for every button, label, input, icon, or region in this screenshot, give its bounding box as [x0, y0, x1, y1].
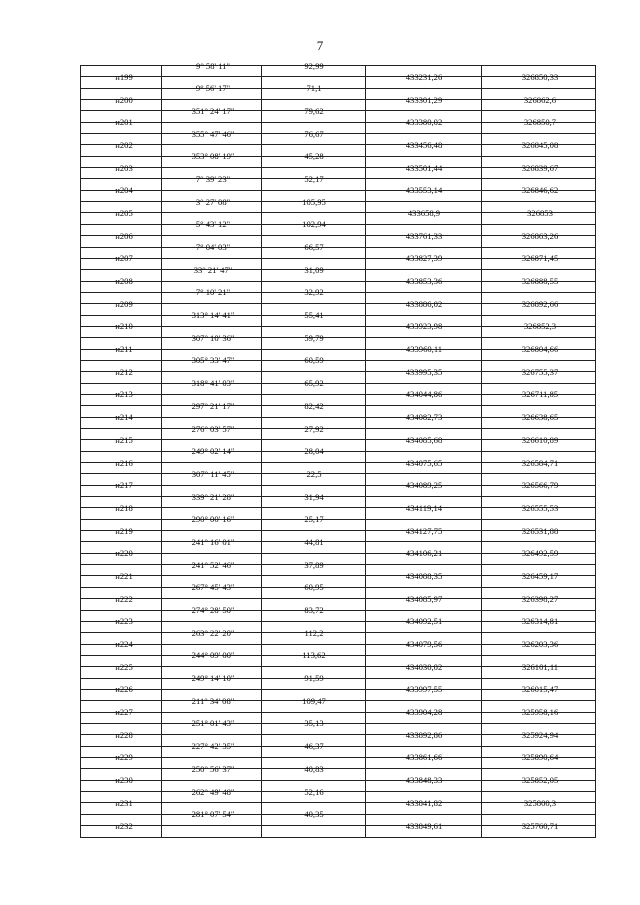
coordinate-x: 433827,39 — [405, 253, 443, 264]
direction-angle: 241° 16' 01" — [191, 536, 235, 547]
coordinate-y: 326492,59 — [521, 548, 559, 559]
direction-angle: 241° 52' 46" — [191, 559, 235, 570]
coordinate-y: 326610,89 — [521, 434, 559, 445]
coordinate-x: 433501,44 — [405, 162, 443, 173]
segment-length: 27,92 — [304, 423, 324, 434]
point-name: н220 — [115, 548, 133, 559]
coordinate-y: 326314,81 — [521, 616, 559, 627]
point-name: н225 — [115, 661, 133, 672]
point-name: н223 — [115, 616, 133, 627]
segment-length: 28,04 — [304, 446, 324, 457]
coordinate-y: 325924,94 — [521, 729, 559, 740]
direction-angle: 250° 56' 37" — [191, 763, 235, 774]
coordinate-x: 433995,35 — [405, 366, 443, 377]
point-name: н231 — [115, 797, 133, 808]
coordinate-y: 325958,16 — [521, 707, 559, 718]
coordinate-y: 326203,36 — [521, 639, 559, 650]
coordinate-y: 326566,79 — [521, 480, 559, 491]
point-name: н213 — [115, 389, 133, 400]
coordinate-x: 433231,26 — [405, 71, 443, 82]
coordinate-y: 326888,55 — [521, 276, 559, 287]
segment-length: 91,59 — [304, 673, 324, 684]
point-name: н217 — [115, 480, 133, 491]
coordinate-y: 326584,71 — [521, 457, 559, 468]
coordinate-x: 433904,28 — [405, 707, 443, 718]
coordinate-y: 326846,62 — [521, 185, 559, 196]
coordinate-x: 434085,97 — [405, 593, 443, 604]
page-number: 7 — [316, 38, 324, 53]
coordinate-x: 434119,14 — [405, 502, 443, 513]
segment-length: 102,94 — [302, 219, 326, 230]
segment-length: 60,95 — [304, 582, 324, 593]
segment-length: 52,16 — [304, 786, 324, 797]
coordinate-y: 325760,71 — [521, 820, 559, 831]
direction-angle: 244° 09' 00" — [191, 650, 235, 661]
point-name: н203 — [115, 162, 133, 173]
coordinate-x: 433923,98 — [405, 321, 443, 332]
segment-length: 22,5 — [306, 468, 322, 479]
coordinate-y: 326755,37 — [521, 366, 559, 377]
coordinate-y: 326804,66 — [521, 344, 559, 355]
direction-angle: 9° 58' 11" — [196, 60, 230, 71]
coordinate-x: 433853,36 — [405, 276, 443, 287]
point-name: н204 — [115, 185, 133, 196]
coordinate-x: 433849,61 — [405, 820, 443, 831]
coordinate-x: 434089,25 — [405, 480, 443, 491]
direction-angle: 262° 49' 48" — [191, 786, 235, 797]
direction-angle: 290° 00' 16" — [191, 514, 235, 525]
coordinate-x: 434085,68 — [405, 434, 443, 445]
direction-angle: 281° 07' 54" — [191, 809, 235, 820]
coordinate-y: 326398,27 — [521, 593, 559, 604]
coordinate-x: 434079,56 — [405, 639, 443, 650]
table-row — [81, 820, 595, 837]
point-name: н209 — [115, 298, 133, 309]
segment-length: 76,67 — [304, 128, 324, 139]
coordinates-table — [80, 60, 596, 838]
direction-angle: 355° 47' 46" — [191, 128, 235, 139]
point-name: н221 — [115, 570, 133, 581]
segment-length: 92,99 — [304, 60, 324, 71]
direction-angle: 339° 21' 28" — [191, 491, 235, 502]
coordinate-x: 434044,86 — [405, 389, 443, 400]
point-name: н210 — [115, 321, 133, 332]
coordinate-y: 326863,26 — [521, 230, 559, 241]
coordinate-x: 434030,02 — [405, 661, 443, 672]
coordinate-y: 326871,45 — [521, 253, 559, 264]
direction-angle: 318° 41' 03" — [191, 378, 235, 389]
point-name: н208 — [115, 276, 133, 287]
coordinate-x: 433380,02 — [405, 117, 443, 128]
direction-angle: 7° 10' 21" — [195, 287, 231, 298]
point-name: н200 — [115, 94, 133, 105]
direction-angle: 9° 56' 17" — [195, 83, 231, 94]
point-name: н215 — [115, 434, 133, 445]
segment-length: 83,72 — [304, 605, 324, 615]
point-name: н226 — [115, 684, 133, 695]
coordinate-y: 325800,3 — [523, 797, 557, 808]
point-name: н201 — [115, 117, 133, 128]
coordinate-y: 326531,88 — [521, 525, 559, 536]
coordinate-x: 433456,48 — [405, 139, 443, 150]
coordinate-y: 326852,3 — [523, 321, 557, 332]
segment-length: 31,94 — [304, 491, 324, 502]
direction-angle: 307° 11' 45" — [191, 468, 235, 479]
coordinate-x: 433886,02 — [405, 298, 443, 309]
segment-length: 25,17 — [304, 514, 324, 525]
direction-angle: 267° 45' 43" — [191, 582, 235, 593]
coordinate-y: 326892,66 — [521, 298, 559, 309]
point-name: н206 — [115, 230, 133, 241]
coordinate-x: 433301,29 — [405, 94, 443, 105]
segment-length: 113,62 — [302, 650, 326, 661]
direction-angle: 7° 39' 23" — [195, 173, 231, 184]
direction-angle: 307° 10' 36" — [191, 332, 235, 343]
point-name: н211 — [115, 344, 133, 355]
point-name: н218 — [115, 502, 133, 513]
direction-angle: 274° 28' 50" — [191, 605, 235, 615]
coordinate-x: 433997,55 — [405, 684, 443, 695]
segment-length: 52,17 — [304, 173, 324, 184]
coordinate-x: 433848,33 — [405, 775, 443, 786]
point-name: н228 — [115, 729, 133, 740]
direction-angle: 33° 21' 47" — [193, 264, 233, 275]
point-name: н214 — [115, 412, 133, 423]
point-name: н212 — [115, 366, 133, 377]
coordinate-y: 325890,64 — [521, 752, 559, 763]
coordinate-y: 326101,11 — [521, 661, 559, 672]
point-name: н222 — [115, 593, 133, 604]
direction-angle: 249° 02' 14" — [191, 446, 235, 457]
coordinate-y: 326638,65 — [521, 412, 559, 423]
point-name: н230 — [115, 775, 133, 786]
coordinate-x: 433761,33 — [405, 230, 443, 241]
point-name: н205 — [115, 207, 133, 218]
direction-angle: 7° 04' 03" — [195, 242, 231, 252]
coordinate-y: 326015,47 — [521, 684, 559, 695]
direction-angle: 5° 43' 12" — [195, 219, 231, 230]
segment-length: 112,2 — [304, 627, 324, 638]
direction-angle: 353° 08' 19" — [191, 151, 235, 162]
coordinate-x: 434075,65 — [405, 457, 443, 468]
segment-length: 82,42 — [304, 400, 324, 411]
point-name: н202 — [115, 139, 133, 150]
coordinate-x: 434082,73 — [405, 412, 443, 423]
segment-length: 44,81 — [304, 536, 324, 547]
point-name: н224 — [115, 639, 133, 650]
coordinate-x: 433892,86 — [405, 729, 443, 740]
segment-length: 109,47 — [302, 695, 326, 706]
point-name: н232 — [115, 820, 133, 831]
coordinate-y: 326850,33 — [521, 71, 559, 82]
direction-angle: 251° 01' 43" — [191, 718, 235, 729]
segment-length: 37,89 — [304, 559, 324, 570]
segment-length: 55,41 — [304, 310, 324, 321]
coordinate-y: 326845,08 — [521, 139, 559, 150]
coordinate-x: 434127,75 — [405, 525, 443, 536]
coordinate-x: 434092,51 — [405, 616, 443, 627]
direction-angle: 249° 14' 10" — [191, 673, 235, 684]
segment-length: 32,92 — [304, 287, 324, 298]
coordinate-x: 433861,66 — [405, 752, 443, 763]
direction-angle: 313° 14' 41" — [191, 310, 235, 321]
segment-length: 71,1 — [306, 83, 322, 94]
point-name: н216 — [115, 457, 133, 468]
direction-angle: 276° 03' 57" — [191, 423, 235, 434]
segment-length: 35,13 — [304, 718, 324, 729]
segment-length: 79,62 — [304, 105, 324, 116]
segment-length: 31,09 — [304, 264, 324, 275]
point-name: н229 — [115, 752, 133, 763]
coordinate-x: 433553,14 — [405, 185, 443, 196]
point-name: н227 — [115, 707, 133, 718]
coordinate-y: 325852,05 — [521, 775, 559, 786]
segment-length: 105,95 — [302, 196, 326, 207]
coordinate-x: 433960,11 — [405, 344, 443, 355]
segment-length: 66,57 — [304, 242, 324, 252]
coordinate-x: 434088,35 — [405, 570, 443, 581]
segment-length: 59,79 — [304, 332, 324, 343]
segment-length: 46,37 — [304, 741, 324, 752]
direction-angle: 297° 21' 17" — [191, 400, 235, 411]
coordinate-y: 326850,7 — [523, 117, 557, 128]
coordinate-y: 326555,53 — [521, 502, 559, 513]
segment-length: 60,59 — [304, 355, 324, 366]
coordinate-y: 326839,67 — [521, 162, 559, 173]
direction-angle: 227° 42' 35" — [191, 741, 235, 752]
segment-length: 65,92 — [304, 378, 324, 389]
coordinate-x: 434106,21 — [405, 548, 443, 559]
direction-angle: 351° 24' 17" — [191, 105, 235, 116]
point-name: н199 — [115, 71, 133, 82]
coordinate-y: 326459,17 — [521, 570, 559, 581]
coordinate-x: 433841,82 — [405, 797, 443, 808]
coordinate-y: 326853 — [527, 207, 553, 218]
segment-length: 40,83 — [304, 763, 324, 774]
segment-length: 45,28 — [304, 151, 324, 162]
segment-length: 40,35 — [304, 809, 324, 820]
point-name: н219 — [115, 525, 133, 536]
direction-angle: 3° 27' 08" — [195, 196, 231, 207]
direction-angle: 305° 33' 47" — [191, 355, 235, 366]
coordinate-y: 326711,85 — [521, 389, 559, 400]
coordinate-x: 433658,9 — [407, 207, 441, 218]
coordinate-y: 326862,6 — [523, 94, 557, 105]
direction-angle: 263° 22' 20" — [191, 627, 235, 638]
direction-angle: 211° 34' 08" — [191, 695, 235, 706]
point-name: н207 — [115, 253, 133, 264]
